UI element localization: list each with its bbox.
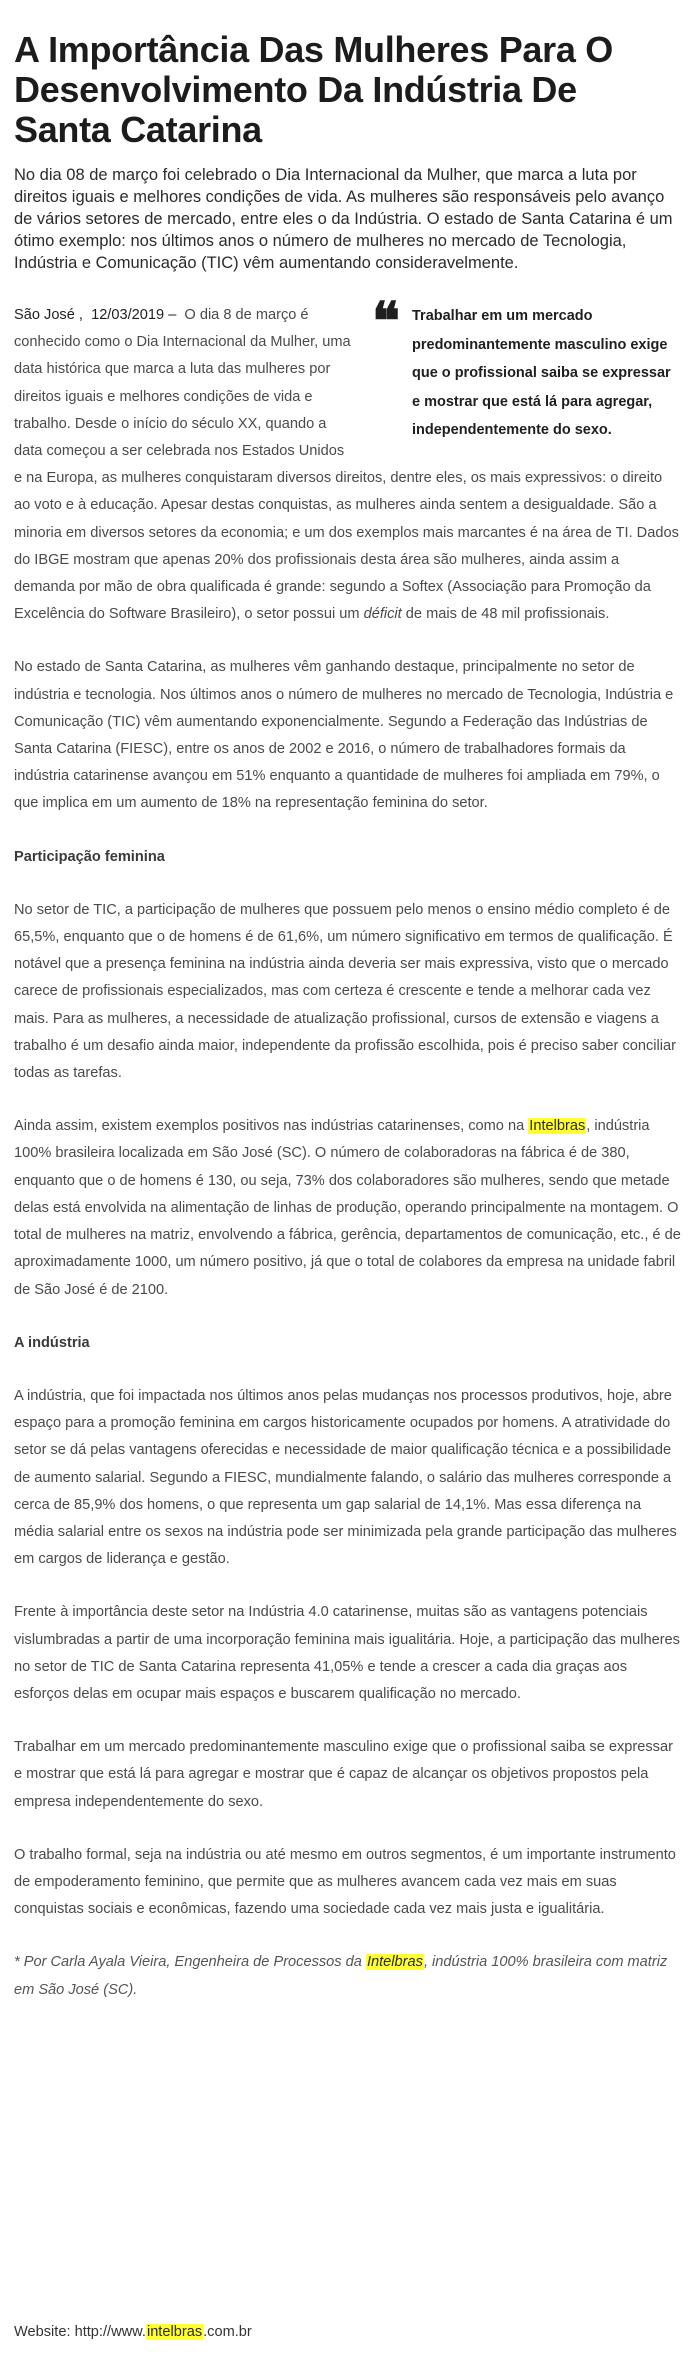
- pull-quote: [372, 291, 682, 445]
- subheading-participacao: Participação feminina: [14, 848, 165, 865]
- dateline-date: 12/03/2019: [91, 307, 165, 323]
- dateline-place: São José ,: [14, 307, 83, 323]
- credit-text-a: * Por Carla Ayala Vieira, Engenheira de Processos da: [14, 1954, 362, 1971]
- website-url-suffix: .com.br: [203, 2324, 252, 2340]
- paragraph-1-text-b: de mais de 48 mil profissionais.: [405, 606, 610, 623]
- dateline-separator: –: [168, 307, 177, 323]
- credit-text-b: , indústria 100% brasileira com matriz em São José (SC).: [14, 1954, 668, 1998]
- website-line: [14, 2322, 252, 2342]
- paragraph-2: No estado de Santa Catarina, as mulheres vêm ganhando destaque, principalmente no setor de indústria e tecnologia. Nos últimos anos o número de mulheres no mercado de Tecnologia, Indústria e Comunicação (TIC) vêm aumentando exponencialmente. Segundo a Federação das Indústrias de Santa Catarina (FIESC), entre os anos de 2002 e 2016, o número de trabalhadores formais da indústria catarinense avançou em 51% enquanto a quantidade de mulheres foi ampliada em 79%, o que implica em um aumento de 18% na representação feminina do setor.: [14, 659, 674, 812]
- paragraph-3: No setor de TIC, a participação de mulheres que possuem pelo menos o ensino médio completo é de 65,5%, enquanto que o de homens é de 61,6%, um número significativo em termos de qualificação. É notável que a presença feminina na indústria ainda deveria ser mais expressiva, visto que o mercado carece de profissionais especializados, mas com certeza é crescente e tende a melhorar cada vez mais. Para as mulheres, a necessidade de atualização profissional, cursos de extensão e viagens a trabalho é um desafio ainda maior, independente da profissão escolhida, pois é preciso saber conciliar todas as tarefas.: [14, 901, 676, 1082]
- subheading-industria: A indústria: [14, 1334, 90, 1351]
- quote-mark-icon: ❝: [372, 291, 400, 352]
- website-url-prefix: http://www.: [74, 2324, 146, 2340]
- article-title: A Importância Das Mulheres Para O Desenvolvimento Da Indústria De Santa Catarina: [14, 29, 613, 150]
- author-credit: [14, 1949, 682, 2003]
- paragraph-1-text-a: O dia 8 de março é conhecido como o Dia Internacional da Mulher, uma data histórica que marca a luta das mulheres por direitos iguais e melhores condições de vida e trabalho. Desde o início do século XX, quando a data começou a ser celebrada nos Estados Unidos e na Europa, as mulheres conquistaram diversos direitos, dentre eles, os mais expressivos: o direito ao voto e à educação. Apesar destas conquistas, as mulheres ainda sentem a desigualdade. São a minoria em diversos setores da economia; e um dos exemplos mais marcantes é na área de TI. Dados do IBGE mostram que apenas 20% dos profissionais desta área são mulheres, ainda assim a demanda por mão de obra qualificada é grande: segundo a Softex (Associação para Promoção da Excelência do Software Brasileiro), o setor possui um: [14, 307, 679, 623]
- paragraph-7: Trabalhar em um mercado predominantemente masculino exige que o profissional saiba se expressar e mostrar que está lá para agregar e mostrar que é capaz de alcançar os objetivos propostos pela empresa independentemente do sexo.: [14, 1739, 673, 1810]
- intelbras-highlight: Intelbras: [529, 1118, 586, 1135]
- paragraph-4: [14, 1113, 682, 1303]
- pull-quote-text: Trabalhar em um mercado predominantemente masculino exige que o profissional saiba se expressar e mostrar que está lá para agregar, independentemente do sexo.: [412, 308, 671, 438]
- paragraph-4-text-b: , indústria 100% brasileira localizada em São José (SC). O número de colaboradoras na fábrica é de 380, enquanto que o de homens é 130, ou seja, 73% dos colaboradores são mulheres, sendo que metade delas está envolvida na alimentação de linhas de produção, operando principalmente na montagem. O total de mulheres na matriz, envolvendo a fábrica, gerência, departamentos de comunicação, etc., é de aproximadamente 1000, um número positivo, já que o total de colabores da empresa na unidade fabril de São José é de 2100.: [14, 1118, 681, 1298]
- paragraph-1-emphasis: déficit: [363, 606, 402, 623]
- article-lead: No dia 08 de março foi celebrado o Dia Internacional da Mulher, que marca a luta por direitos iguais e melhores condições de vida. As mulheres são responsáveis pelo avanço de vários setores de mercado, entre eles o da Indústria. O estado de Santa Catarina é um ótimo exemplo: nos últimos anos o número de mulheres no mercado de Tecnologia, Indústria e Comunicação (TIC) vêm aumentando consideravelmente.: [14, 166, 673, 272]
- website-label: Website:: [14, 2324, 71, 2340]
- paragraph-8: O trabalho formal, seja na indústria ou até mesmo em outros segmentos, é um importante instrumento de empoderamento feminino, que permite que as mulheres avancem cada vez mais em suas conquistas sociais e econômicas, fazendo uma sociedade cada vez mais justa e igualitária.: [14, 1846, 676, 1918]
- paragraph-5: A indústria, que foi impactada nos últimos anos pelas mudanças nos processos produtivos, hoje, abre espaço para a promoção feminina em cargos historicamente ocupados por homens. A atratividade do setor se dá pelas vantagens oferecidas e necessidade de maior qualificação técnica e a possibilidade de aumento salarial. Segundo a FIESC, mundialmente falando, o salário das mulheres corresponde a cerca de 85,9% dos homens, o que representa um gap salarial de 14,1%. Mas essa diferença na média salarial entre os sexos na indústria pode ser minimizada pela grande participação das mulheres em cargos de liderança e gestão.: [14, 1387, 677, 1568]
- paragraph-4-text-a: Ainda assim, existem exemplos positivos nas indústrias catarinenses, como na: [14, 1118, 525, 1135]
- article-body: [14, 291, 682, 2004]
- website-url-highlight: intelbras: [146, 2324, 203, 2340]
- paragraph-6: Frente à importância deste setor na Indústria 4.0 catarinense, muitas são as vantagens potenciais vislumbradas a partir de uma incorporação feminina mais igualitária. Hoje, a participação das mulheres no setor de TIC de Santa Catarina representa 41,05% e tende a crescer a cada dia graças aos esforços delas em ocupar mais espaços e buscarem qualificação no mercado.: [14, 1604, 680, 1702]
- website-link[interactable]: [75, 2324, 252, 2340]
- credit-intelbras-highlight: Intelbras: [366, 1954, 423, 1971]
